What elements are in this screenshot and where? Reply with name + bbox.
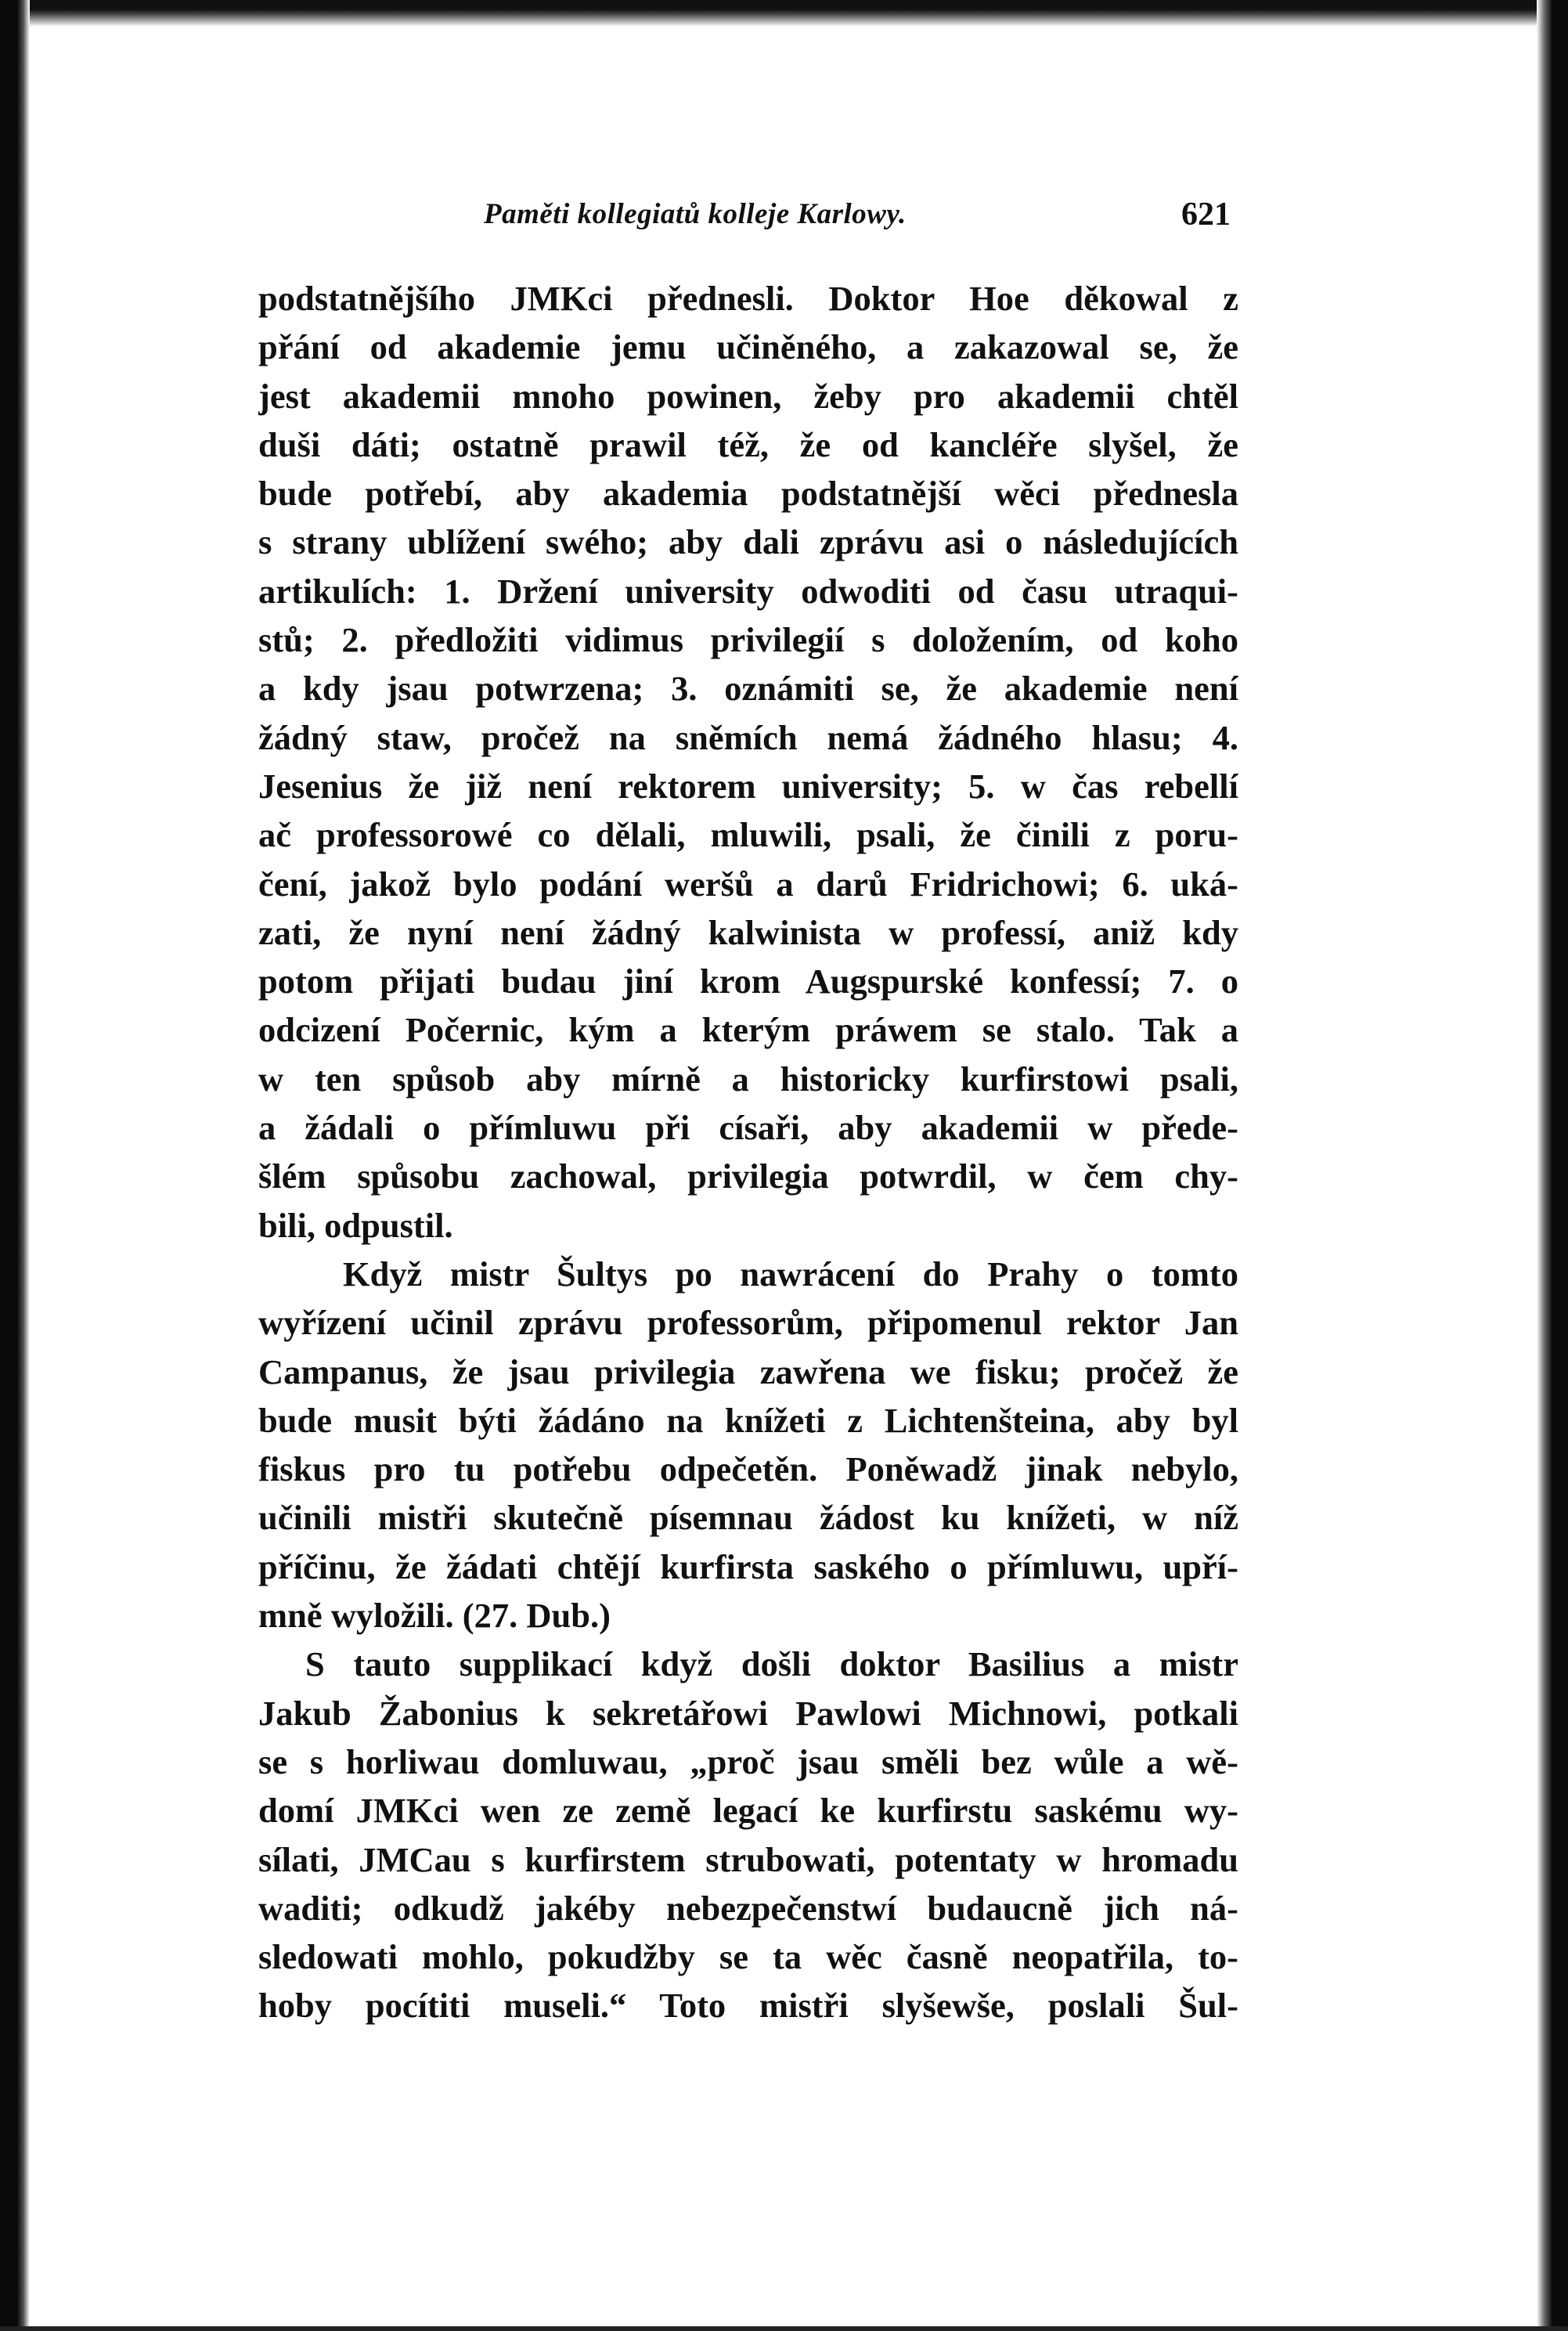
text-line: stů; 2. předložiti vidimus privilegií s doložením, od koho <box>258 620 1238 660</box>
text-line: artikulích: 1. Držení university odwoditi od času utraqui- <box>258 571 1238 611</box>
text-line: duši dáti; ostatně prawil též, že od kancléře slyšel, že <box>258 424 1238 464</box>
text-line: domí JMKci wen ze země legací ke kurfirstu saskému wy- <box>258 1791 1238 1831</box>
text-line: odcizení Počernic, kým a kterým práwem se stalo. Tak a <box>258 1010 1238 1050</box>
paragraph-start-line: Když mistr Šultys po nawrácení do Prahy o tomto <box>343 1254 1238 1294</box>
text-line: se s horliwau domluwau, „proč jsau směli bez wůle a wě- <box>258 1741 1238 1781</box>
paragraph-end-line: mně wyložili. (27. Dub.) <box>258 1596 611 1636</box>
page-number: 621 <box>1181 197 1231 233</box>
text-line: a kdy jsau potwrzena; 3. oznámiti se, že akademie není <box>258 669 1238 709</box>
text-line: a žádali o přímluwu při císaři, aby akademii w přede- <box>258 1108 1238 1148</box>
text-line: bude potřebí, aby akademia podstatnější wěci přednesla <box>258 474 1238 514</box>
text-line: waditi; odkudž jakéby nebezpečenstwí budaucně jich ná- <box>258 1888 1238 1928</box>
text-line: žádný staw, pročež na sněmích nemá žádného hlasu; 4. <box>258 717 1238 757</box>
book-page <box>258 197 1238 2030</box>
text-line: šlém spůsobu zachowal, privilegia potwrdil, w čem chy- <box>258 1156 1238 1196</box>
text-line: sílati, JMCau s kurfirstem strubowati, potentaty w hromadu <box>258 1839 1238 1879</box>
text-line: podstatnějšího JMKci přednesli. Doktor Hoe děkowal z <box>258 279 1238 318</box>
text-line: jest akademii mnoho powinen, žeby pro akademii chtěl <box>258 376 1238 416</box>
text-line: učinili mistři skutečně písemnau žádost ku knížeti, w níž <box>258 1498 1238 1538</box>
scan-border-left <box>0 0 30 2331</box>
text-line: potom přijati budau jiní krom Augspurské konfessí; 7. o <box>258 962 1238 1001</box>
text-line: přání od akademie jemu učiněného, a zakazowal se, že <box>258 327 1238 367</box>
text-line: Campanus, že jsau privilegia zawřena we fisku; pročež že <box>258 1351 1238 1391</box>
text-line: hoby pocítiti museli.“ Toto mistři slyšewše, poslali Šul- <box>258 1986 1238 2026</box>
scan-border-right <box>1537 0 1568 2331</box>
running-title: Paměti kollegiatů kolleje Karlowy. <box>484 198 907 230</box>
text-line: ač professorowé co dělali, mluwili, psali, že činili z poru- <box>258 815 1238 855</box>
text-line: sledowati mohlo, pokudžby se ta wěc časně neopatřila, to- <box>258 1937 1238 1977</box>
paragraph-start-line: S tauto supplikací když došli doktor Basilius a mistr <box>305 1644 1238 1684</box>
body-text <box>258 274 1238 2030</box>
scan-border-top <box>0 0 1568 27</box>
text-line: bude musit býti žádáno na knížeti z Lichtenšteina, aby byl <box>258 1400 1238 1440</box>
text-line: fiskus pro tu potřebu odpečetěn. Poněwadž jinak nebylo, <box>258 1449 1238 1489</box>
text-line: Jakub Žabonius k sekretářowi Pawlowi Michnowi, potkali <box>258 1693 1238 1733</box>
paragraph-end-line: bili, odpustil. <box>258 1205 453 1245</box>
text-line: wyřízení učinil zprávu professorům, připomenul rektor Jan <box>258 1303 1238 1343</box>
text-line: Jesenius že již není rektorem university; 5. w čas rebellí <box>258 766 1238 806</box>
text-line: příčinu, že žádati chtějí kurfirsta saského o přímluwu, upří- <box>258 1546 1238 1586</box>
text-line: zati, že nyní není žádný kalwinista w professí, aniž kdy <box>258 912 1238 952</box>
scan-border-bottom <box>0 2326 1568 2331</box>
running-head <box>258 197 1238 244</box>
text-line: s strany ublížení swého; aby dali zprávu asi o následujících <box>258 522 1238 562</box>
text-line: w ten spůsob aby mírně a historicky kurfirstowi psali, <box>258 1059 1238 1099</box>
text-line: čení, jakož bylo podání weršů a darů Fridrichowi; 6. uká- <box>258 864 1238 904</box>
